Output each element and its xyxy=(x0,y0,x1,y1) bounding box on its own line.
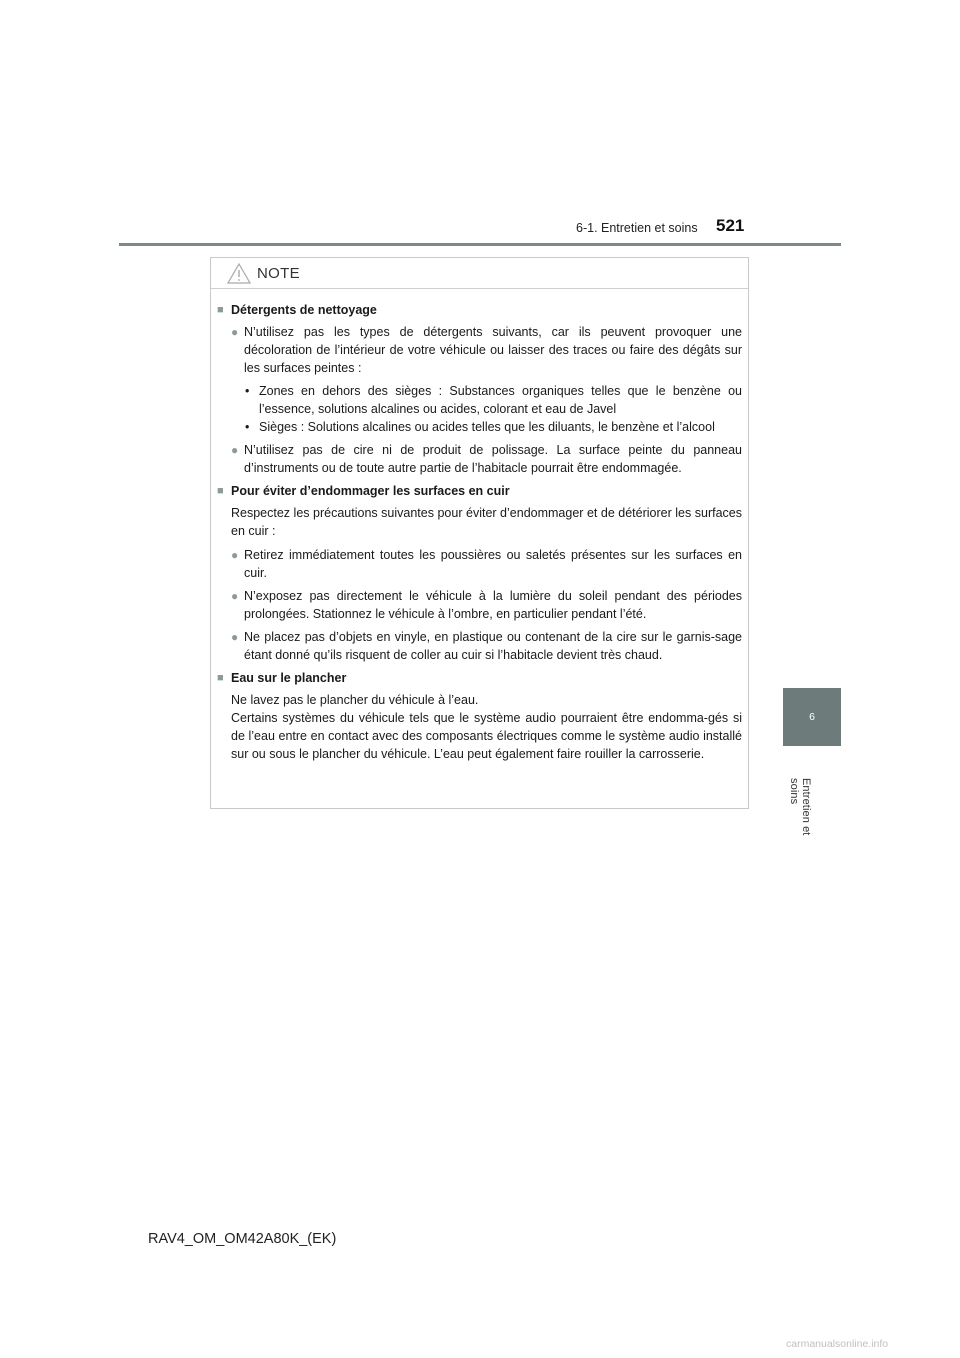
circle-bullet-icon: ● xyxy=(231,548,239,562)
note-box xyxy=(210,257,749,809)
chapter-label: Entretien et soins xyxy=(788,778,812,836)
list-item: ● Ne placez pas d’objets en vinyle, en plastique ou contenant de la cire sur le garnis-sage étant donné qu’ils risquent de coller au cuir si l’habitacle devient très chaud. xyxy=(231,630,742,662)
list-item: ● N’utilisez pas de cire ni de produit de polissage. La surface peinte du panneau d’instruments ou de toute autre partie de l’habitacle pourrait être endommagée. xyxy=(231,443,742,475)
paragraph: Certains systèmes du véhicule tels que le système audio pourraient être endomma-gés si de l’eau entre en contact avec des composants électriques comme le système audio installé sur ou sous le plancher du véhicule. L’eau peut également faire rouiller la carrosserie. xyxy=(231,711,742,761)
note-header xyxy=(211,258,748,289)
paragraph: Ne lavez pas le plancher du véhicule à l’eau. xyxy=(231,693,479,707)
section-heading: ■ Pour éviter d’endommager les surfaces en cuir xyxy=(217,484,510,498)
page-number: 521 xyxy=(716,216,745,235)
chapter-tab[interactable] xyxy=(783,688,841,746)
note-body xyxy=(211,289,748,763)
note-title: NOTE xyxy=(257,264,300,282)
paragraph: Respectez les précautions suivantes pour éviter d’endommager et de détériorer les surfaces en cuir : xyxy=(231,506,742,538)
square-bullet-icon: ■ xyxy=(217,485,224,497)
section-heading: ■ Détergents de nettoyage xyxy=(217,303,377,317)
circle-bullet-icon: ● xyxy=(231,325,239,339)
list-item: ● Retirez immédiatement toutes les poussières ou saletés présentes sur les surfaces en cuir. xyxy=(231,548,742,580)
list-item: ● N’exposez pas directement le véhicule à la lumière du soleil pendant des périodes prolongées. Stationnez le véhicule à l’ombre, en particulier pendant l’été. xyxy=(231,589,742,621)
list-item: ● N’utilisez pas les types de détergents suivants, car ils peuvent provoquer une décoloration de l’intérieur de votre véhicule ou laisser des traces ou faire des dégâts sur les surfaces peintes : xyxy=(231,325,742,375)
document-code: RAV4_OM_OM42A80K_(EK) xyxy=(148,1231,337,1247)
watermark: carmanualsonline.info xyxy=(786,1338,889,1350)
sub-list-item: • Sièges : Solutions alcalines ou acides telles que les diluants, le benzène et l’alcool xyxy=(245,420,715,434)
warning-triangle-icon xyxy=(227,263,251,284)
section-title: 6-1. Entretien et soins xyxy=(576,221,698,235)
header-divider xyxy=(119,243,841,246)
chapter-number: 6 xyxy=(809,711,815,723)
circle-bullet-icon: ● xyxy=(231,443,239,457)
sub-list-item: • Zones en dehors des sièges : Substances organiques telles que le benzène ou l’essence, solutions alcalines ou acides, colorant et eau de Javel xyxy=(245,384,742,416)
square-bullet-icon: ■ xyxy=(217,304,224,316)
square-bullet-icon: ■ xyxy=(217,672,224,684)
section-heading: ■ Eau sur le plancher xyxy=(217,671,347,685)
circle-bullet-icon: ● xyxy=(231,630,239,644)
circle-bullet-icon: ● xyxy=(231,589,239,603)
